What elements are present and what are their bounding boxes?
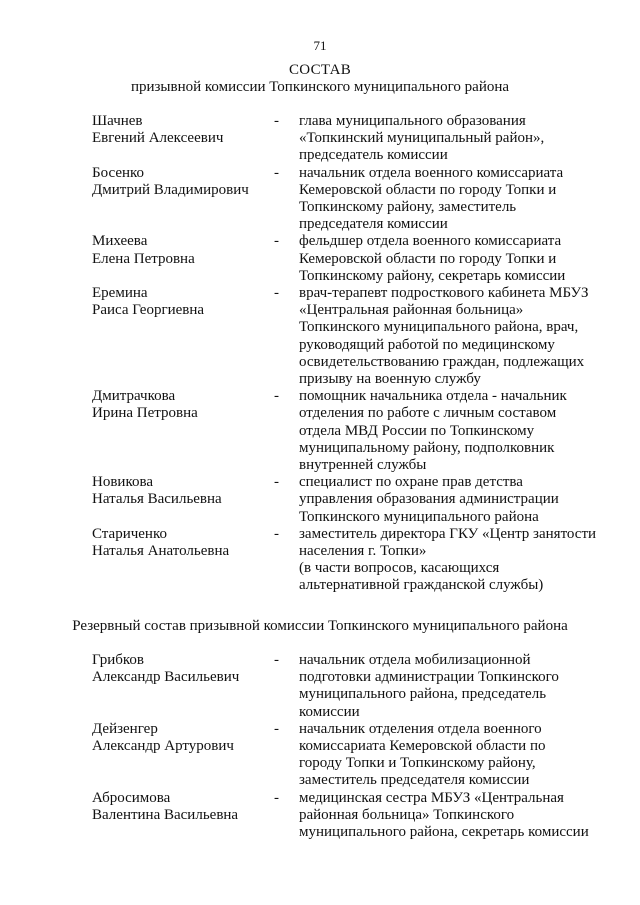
member-surname: Босенко	[92, 164, 145, 181]
member-role-line: городу Топки и Топкинскому району,	[299, 755, 536, 772]
member-role-line: Топкинского муниципального района, врач,	[299, 319, 579, 336]
member-role-line: руководящий работой по медицинскому	[299, 336, 555, 353]
member-role-line: муниципального района, секретарь комиссии	[299, 824, 589, 840]
member-role-line: альтернативной гражданской службы)	[299, 577, 544, 594]
member-given-names: Евгений Алексеевич	[92, 130, 224, 147]
member-role-line: комиссариата Кемеровской области по	[299, 738, 546, 754]
member-name	[92, 652, 272, 686]
member-role	[299, 526, 619, 595]
member-surname: Дмитрачкова	[92, 388, 176, 405]
dash-separator: -	[274, 113, 279, 129]
member-role-line: Кемеровской области по городу Топки и	[299, 181, 557, 198]
member-name	[92, 474, 272, 508]
dash-separator: -	[274, 233, 279, 250]
member-surname: Абросимова	[92, 789, 171, 806]
member-role-line: муниципальному району, подполковник	[299, 439, 555, 456]
member-name	[92, 285, 272, 319]
dash-separator: -	[274, 720, 279, 737]
dash-separator: -	[274, 474, 279, 491]
member-role	[299, 652, 619, 721]
member-role-line: начальник отдела мобилизационной	[299, 652, 531, 668]
member-given-names: Раиса Георгиевна	[92, 302, 205, 319]
member-role-line: помощник начальника отдела - начальник	[299, 388, 567, 405]
document-subtitle: призывной комиссии Топкинского муниципального района	[130, 79, 510, 95]
member-name	[92, 113, 272, 147]
member-surname: Дейзенгер	[92, 720, 158, 737]
member-given-names: Ирина Петровна	[92, 405, 198, 422]
member-role-line: врач-терапевт подросткового кабинета МБУЗ	[299, 285, 589, 301]
member-role-line: заместитель директора ГКУ «Центр занятости	[299, 525, 597, 542]
member-given-names: Александр Артурович	[92, 738, 234, 754]
member-surname: Еремина	[92, 285, 148, 301]
member-role-line: медицинская сестра МБУЗ «Центральная	[299, 789, 564, 806]
member-name	[92, 721, 272, 755]
member-role-line: комиссии	[299, 703, 360, 720]
member-role	[299, 790, 619, 842]
member-role-line: отделения по работе с личным составом	[299, 405, 557, 422]
member-name	[92, 165, 272, 199]
member-role	[299, 721, 619, 790]
dash-separator: -	[274, 652, 279, 668]
member-role-line: специалист по охране прав детства	[299, 474, 523, 491]
member-role-line: Топкинскому району, заместитель	[299, 199, 517, 215]
member-name	[92, 790, 272, 824]
member-role	[299, 113, 619, 165]
member-role-line: председателя комиссии	[299, 216, 448, 233]
member-surname: Стариченко	[92, 525, 167, 542]
member-role-line: заместитель председателя комиссии	[299, 772, 530, 789]
member-surname: Михеева	[92, 233, 148, 250]
member-role	[299, 233, 619, 285]
page-number: 71	[313, 38, 327, 53]
member-role-line: фельдшер отдела военного комиссариата	[299, 233, 562, 250]
member-role-line: Топкинскому району, секретарь комиссии	[299, 267, 566, 284]
member-given-names: Валентина Васильевна	[92, 806, 239, 823]
member-surname: Шачнев	[92, 113, 143, 129]
member-name	[92, 388, 272, 422]
member-role-line: начальник отделения отдела военного	[299, 720, 542, 737]
document-title: СОСТАВ	[288, 62, 352, 78]
member-role	[299, 285, 619, 388]
member-given-names: Александр Васильевич	[92, 669, 240, 686]
member-role-line: управления образования администрации	[299, 491, 559, 508]
member-surname: Грибков	[92, 652, 144, 668]
dash-separator: -	[274, 525, 279, 542]
member-role-line: муниципального района, председатель	[299, 686, 547, 703]
member-name	[92, 233, 272, 267]
member-role-line: освидетельствованию граждан, подлежащих	[299, 353, 585, 370]
member-role-line: районная больница» Топкинского	[299, 806, 515, 823]
member-role	[299, 474, 619, 526]
member-role-line: населения г. Топки»	[299, 543, 427, 559]
dash-separator: -	[274, 285, 279, 301]
member-given-names: Наталья Анатольевна	[92, 543, 230, 559]
member-role-line: отдела МВД России по Топкинскому	[299, 422, 535, 439]
member-role-line: подготовки администрации Топкинского	[299, 669, 559, 686]
member-role	[299, 388, 619, 474]
member-role-line: председатель комиссии	[299, 147, 448, 164]
member-role-line: Топкинского муниципального района	[299, 508, 539, 525]
dash-separator: -	[274, 164, 279, 181]
member-role-line: призыву на военную службу	[299, 371, 481, 388]
member-surname: Новикова	[92, 474, 154, 491]
member-name	[92, 526, 272, 560]
member-given-names: Дмитрий Владимирович	[92, 181, 249, 198]
member-role-line: «Топкинский муниципальный район»,	[299, 130, 545, 147]
member-role-line: «Центральная районная больница»	[299, 302, 524, 319]
dash-separator: -	[274, 789, 279, 806]
member-role-line: (в части вопросов, касающихся	[299, 560, 500, 577]
member-role	[299, 165, 619, 234]
member-given-names: Елена Петровна	[92, 250, 195, 267]
reserve-section-title: Резервный состав призывной комиссии Топкинского муниципального района	[72, 618, 568, 634]
member-given-names: Наталья Васильевна	[92, 491, 222, 508]
member-role-line: внутренней службы	[299, 457, 427, 473]
member-role-line: Кемеровской области по городу Топки и	[299, 250, 557, 267]
member-role-line: начальник отдела военного комиссариата	[299, 164, 564, 181]
member-role-line: глава муниципального образования	[299, 113, 526, 129]
dash-separator: -	[274, 388, 279, 405]
